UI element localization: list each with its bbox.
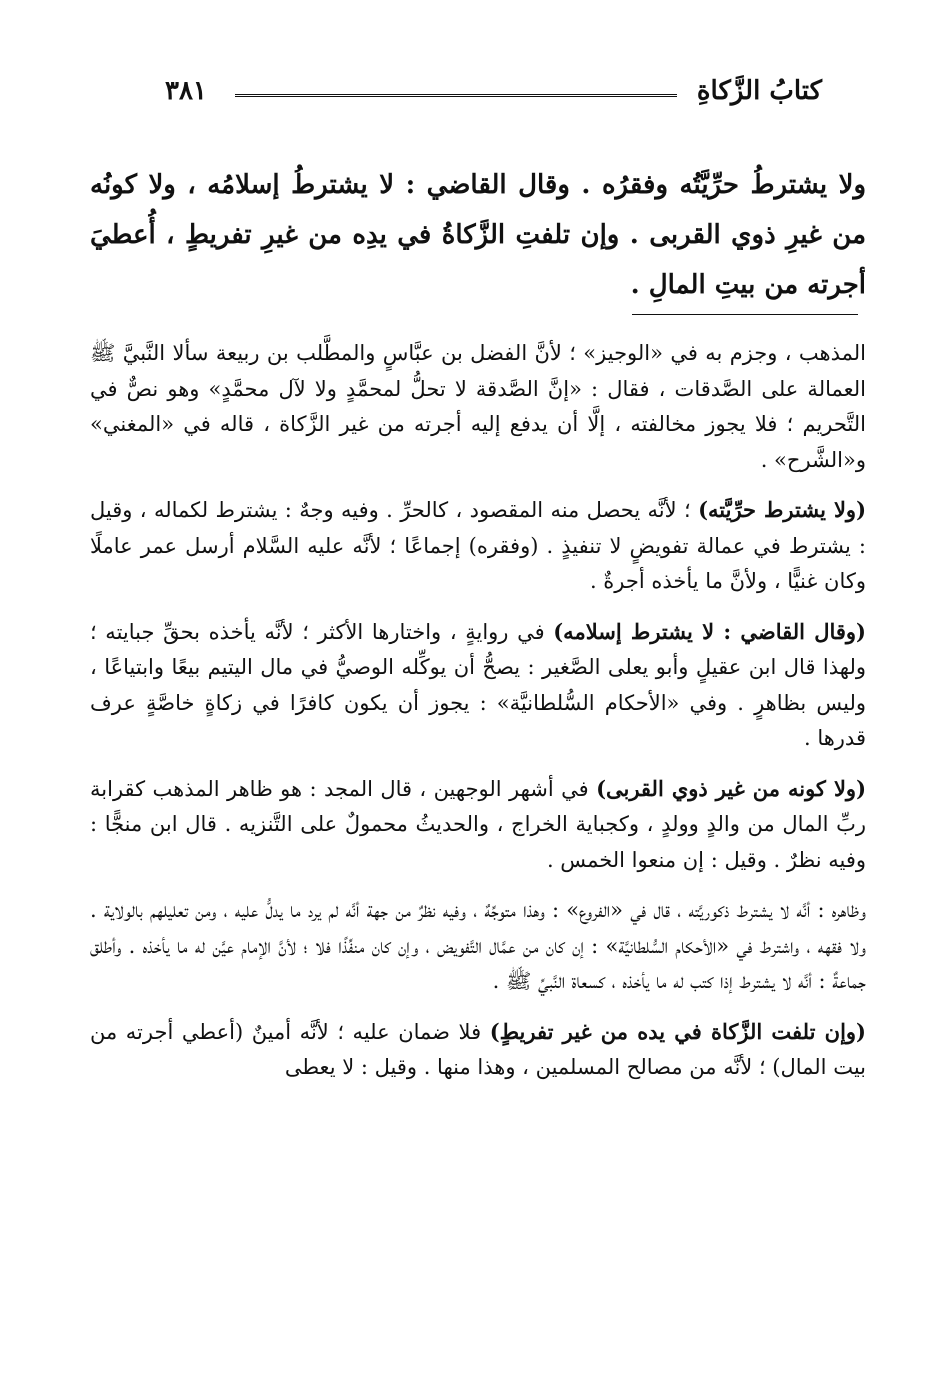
commentary-paragraph	[90, 335, 866, 478]
commentary-heading: (ولا كونه من غير ذوي القربى)	[596, 775, 867, 801]
commentary-text: ؛ لأنَّه يحصل منه المقصود ، كالحرِّ . وفيه وجهٌ : يشترط لكماله ، وقيل : يشترط في عمالة تفويضٍ لا تنفيذٍ . (وفقره) إجماعًا ؛ لأنَّه عليه السَّلام أرسل عمر عاملًا وكان غنيًّا ، ولأنَّ ما يأخذه أجرةٌ .	[90, 498, 866, 593]
footnote-divider	[632, 314, 858, 315]
commentary-paragraph	[90, 892, 866, 1000]
commentary-text: في روايةٍ ، واختارها الأكثر ؛ لأنَّه يأخذه بحقِّ جبايته ؛ ولهذا قال ابن عقيلٍ وأبو يعلى الصَّغير : يصحُّ أن يوكِّله الوصيُّ في مال اليتيم بيعًا وابتياعًا ، وليس بظاهرٍ . وفي «الأحكام السُّلطانيَّة» : يجوز أن يكون كافرًا في زكاةٍ خاصَّةٍ عرف قدرها .	[90, 619, 866, 750]
commentary	[90, 335, 866, 1100]
commentary-text: في أشهر الوجهين ، قال المجد : هو ظاهر المذهب كقرابة ربِّ المال من والدٍ وولدٍ ، وكجباية الخراج ، والحديثُ محمولٌ على التَّنزيه . قال ابن منجًّا : وفيه نظرٌ . وقيل : إن منعوا الخمس .	[90, 776, 866, 872]
commentary-heading: (وإن تلفت الزَّكاة في يده من غير تفريطٍ)	[489, 1018, 866, 1044]
header-rule	[235, 94, 677, 99]
commentary-paragraph	[90, 771, 866, 879]
chapter-title: كتابُ الزَّكاةِ	[696, 76, 822, 106]
commentary-heading: (وقال القاضي : لا يشترط إسلامه)	[553, 618, 866, 644]
main-text: ولا يشترطُ حرِّيَّتُه وفقرُه . وقال القاضي : لا يشترطُ إسلامُه ، ولا كونُه من غيرِ ذوي القربى . وإن تلفتِ الزَّكاةُ في يدِه من غيرِ تفريطٍ ، أُعطيَ أجرته من بيتِ المالِ .	[90, 170, 866, 300]
commentary-text: فلا ضمان عليه ؛ لأنَّه أمينٌ (أعطي أجرته من بيت المال) ؛ لأنَّه من مصالح المسلمين ، وهذا منها . وقيل : لا يعطى	[90, 1019, 866, 1079]
commentary-paragraph	[90, 492, 866, 600]
commentary-paragraph	[90, 1014, 866, 1086]
page-number: ٣٨١	[165, 76, 207, 106]
commentary-paragraph	[90, 614, 866, 757]
commentary-text: المذهب ، وجزم به في «الوجيز» ؛ لأنَّ الفضل بن عبَّاسٍ والمطَّلب بن ربيعة سألا النَّبيَّ ﷺ العمالة على الصَّدقات ، فقال : «إنَّ الصَّدقة لا تحلُّ لمحمَّدٍ ولا لآل محمَّدٍ» وهو نصٌّ في التَّحريم ؛ فلا يجوز مخالفته ، إلَّا أن يدفع إليه أجرته من غير الزَّكاة ، قاله في «المغني» و«الشَّرح» .	[90, 341, 866, 472]
running-header	[165, 76, 822, 116]
commentary-text: وظاهره : أنَّه لا يشترط ذكوريَّته ، قال في «الفروع» : وهذا متوجِّهٌ ، وفيه نظرٌ من جهة أنَّه لم يرد ما يدلُّ عليه ، ومن تعليلهم بالولاية . ولا فقهه ، واشترط في «الأحكام السُّلطانيَّة» : إن كان من عمَّال التَّفويض ، وإن كان منفِّذًا فلا ؛ لأنَّ الإمام عيَّن له ما يأخذه . وأطلق جماعةٌ : أنَّه لا يشترط إذا كتب له ما يأخذه ، كسعاة النَّبيِّ ﷺ .	[90, 898, 866, 993]
commentary-heading: (ولا يشترط حرِّيَّته)	[698, 497, 867, 522]
